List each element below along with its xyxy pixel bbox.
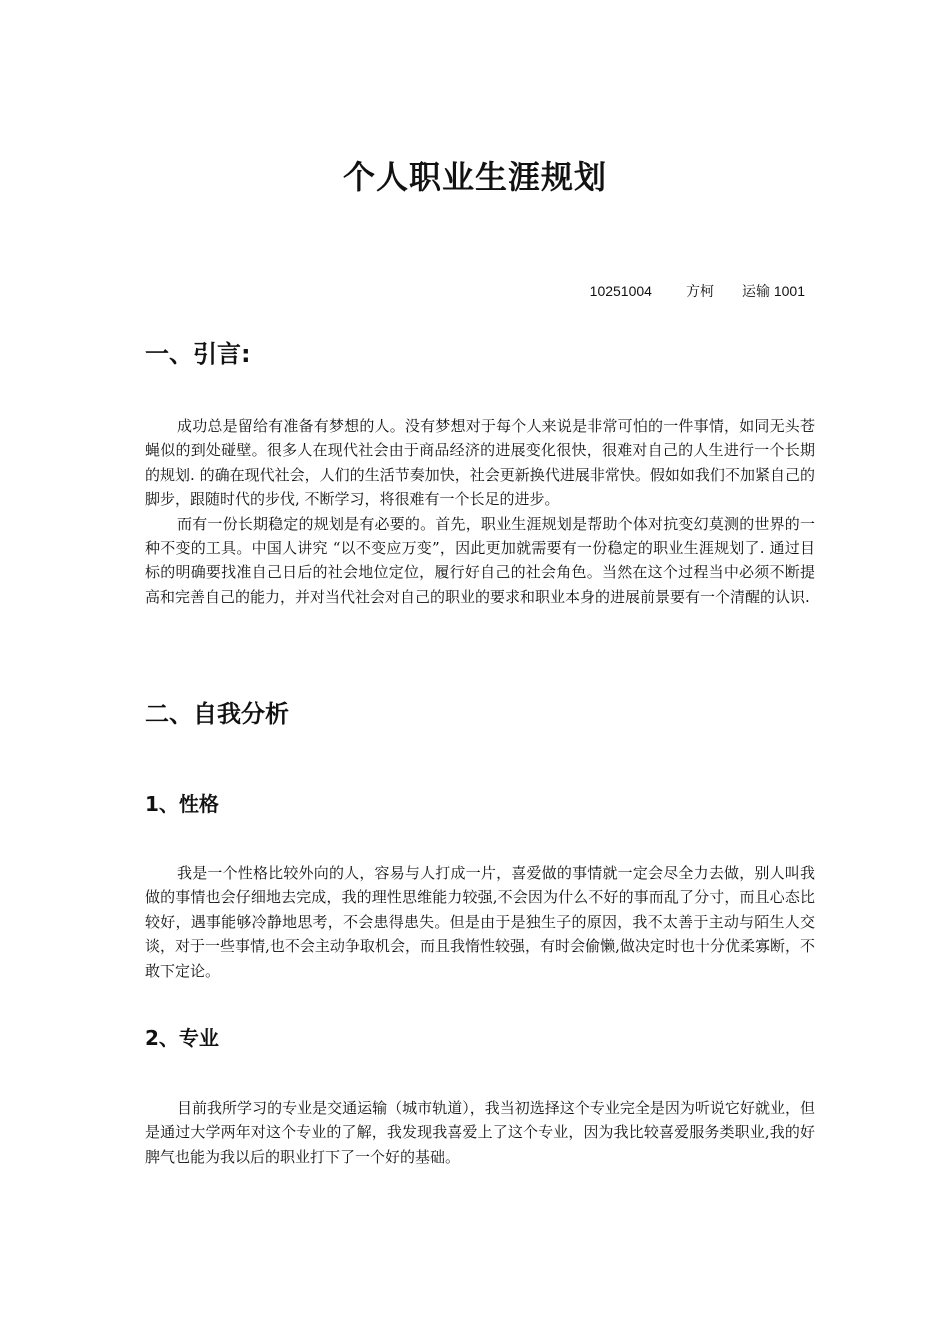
personality-body (145, 861, 815, 983)
document-title: 个人职业生涯规划 (342, 158, 607, 196)
subsection-heading-major: 2、专业 (145, 1026, 219, 1050)
student-id: 10251004 (589, 283, 652, 299)
major-paragraph: 目前我所学习的专业是交通运输（城市轨道），我当初选择这个专业完全是因为听说它好就业，但是通过大学两年对这个专业的了解，我发现我喜爱上了这个专业，因为我比较喜爱服务类职业,我的好脾气也能为我以后的职业打下了一个好的基础。 (145, 1099, 815, 1166)
intro-paragraph-2: 而有一份长期稳定的规划是有必要的。首先，职业生涯规划是帮助个体对抗变幻莫测的世界的一种不变的工具。中国人讲究 “以不变应万变”，因此更加就需要有一份稳定的职业生涯规划了. 通过目标的明确要找准自己日后的社会地位定位，履行好自己的社会角色。当然在这个过程当中必须不断提高和完善自己的能力，并对当代社会对自己的职业的要求和职业本身的进展前景要有一个清醒的认识. (145, 514, 815, 606)
subsection-heading-personality: 1、性格 (145, 792, 219, 816)
author-name: 方柯 (685, 283, 714, 299)
intro-paragraph-1: 成功总是留给有准备有梦想的人。没有梦想对于每个人来说是非常可怕的一件事情，如同无头苍蝇似的到处碰壁。很多人在现代社会由于商品经济的进展变化很快，很难对自己的人生进行一个长期的规划. 的确在现代社会，人们的生活节奏加快，社会更新换代进展非常快。假如如我们不加紧自己的脚步，跟随时代的步伐, 不断学习，将很难有一个长足的进步。 (145, 417, 815, 509)
section-heading-self-analysis: 二、自我分析 (145, 700, 289, 728)
author-info (590, 281, 805, 301)
intro-body (145, 414, 815, 609)
class-name: 运输 1001 (741, 283, 805, 299)
section-heading-intro: 一、引言: (145, 340, 251, 368)
major-body (145, 1096, 815, 1169)
personality-paragraph: 我是一个性格比较外向的人，容易与人打成一片，喜爱做的事情就一定会尽全力去做，别人叫我做的事情也会仔细地去完成，我的理性思维能力较强,不会因为什么不好的事而乱了分寸，而且心态比较好，遇事能够冷静地思考，不会患得患失。但是由于是独生子的原因，我不太善于主动与陌生人交谈，对于一些事情,也不会主动争取机会，而且我惰性较强，有时会偷懒,做决定时也十分优柔寡断，不敢下定论。 (145, 864, 815, 980)
